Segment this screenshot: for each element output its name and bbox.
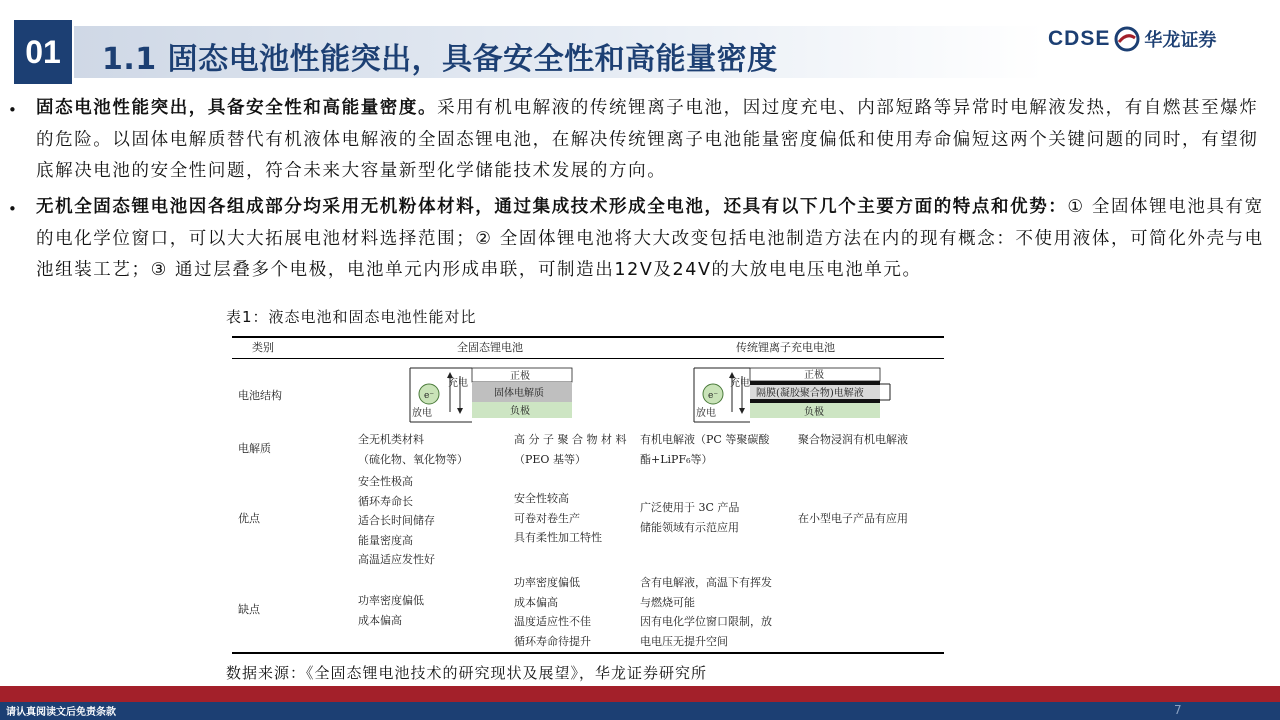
data-source: 数据来源：《全固态锂电池技术的研究现状及展望》，华龙证券研究所: [226, 664, 708, 682]
footer-disclaimer[interactable]: 请认真阅读文后免责条款: [6, 707, 116, 718]
comparison-table: [232, 336, 944, 654]
liquid-negative-label: 负极: [804, 407, 824, 418]
row-label-structure: 电池结构: [238, 389, 282, 402]
liquid-discharge-label: 放电: [696, 408, 716, 419]
advantages-solid-b: 安全性较高 可卷对卷生产 具有柔性加工特性: [514, 492, 602, 544]
table-caption: 表1：液态电池和固态电池性能对比: [226, 308, 477, 326]
solid-electrolyte-label: 固体电解质: [494, 388, 544, 399]
advantages-solid-a: 安全性极高 循环寿命长 适合长时间储存 能量密度高 高温适应发性好: [358, 475, 435, 566]
paragraph-2-text: ① 全固体锂电池具有宽的电化学位窗口，可以大大拓展电池材料选择范围；② 全固体锂电池将大大改变包括电池制造方法在内的现有概念：不使用液体，可简化外壳与电池组装工艺；③ 通过层叠多个电极，电池单元内形成串联，可制造出12V及24V的大放电电压电池单元。: [36, 197, 1264, 280]
row-label-disadvantages: 缺点: [238, 603, 260, 616]
liquid-charge-label: 充电: [730, 378, 750, 389]
bullet-dot: •: [8, 101, 17, 119]
electrolyte-solid-a: 全无机类材料 （硫化物、氧化物等）: [358, 433, 468, 466]
row-label-electrolyte: 电解质: [238, 442, 271, 455]
liquid-electron-label: e⁻: [708, 391, 719, 401]
paragraph-1-bold: 固态电池性能突出，具备安全性和高能量密度。: [36, 98, 438, 118]
dragon-logo-icon: [1114, 26, 1140, 52]
disadvantages-liquid-a: 含有电解液，高温下有挥发 与燃烧可能 因有电化学位窗口限制，放 电电压无提升空间: [640, 576, 772, 648]
solid-discharge-label: 放电: [412, 408, 432, 419]
electrolyte-liquid-a: 有机电解液（PC 等聚碳酸 酯+LiPF₆等）: [640, 433, 770, 466]
solid-electron-label: e⁻: [424, 391, 435, 401]
advantages-liquid-b: 在小型电子产品有应用: [798, 512, 908, 525]
table-bottom-rule: [232, 652, 944, 654]
paragraph-1: [36, 93, 1264, 188]
liquid-positive-label: 正极: [804, 370, 824, 381]
bullet-dot: •: [8, 200, 17, 218]
liquid-battery-diagram: [686, 364, 896, 426]
electrolyte-solid-b: 高 分 子 聚 合 物 材 料 （PEO 基等）: [514, 433, 627, 466]
paragraph-1-text: 采用有机电解液的传统锂离子电池，因过度充电、内部短路等异常时电解液发热，有自燃甚至爆炸的危险。以固体电解质替代有机液体电解液的全固态锂电池，在解决传统锂离子电池能量密度偏低和使用寿命偏短这两个关键问题的同时，有望彻底解决电池的安全性问题，符合未来大容量新型化学储能技术发展的方向。: [36, 98, 1259, 181]
section-number: 01: [14, 20, 72, 84]
paragraph-2: [36, 192, 1264, 287]
company-logo: [1048, 26, 1216, 52]
solid-charge-label: 充电: [448, 378, 468, 389]
page-number: 7: [1174, 703, 1182, 717]
disadvantages-solid-a: 功率密度偏低 成本偏高: [358, 594, 424, 627]
electrolyte-liquid-b: 聚合物浸润有机电解液: [798, 433, 908, 446]
header-category: 类别: [252, 341, 274, 354]
solid-negative-label: 负极: [510, 406, 530, 417]
paragraph-2-bold: 无机全固态锂电池因各组成部分均采用无机粉体材料，通过集成技术形成全电池，还具有以下几个主要方面的特点和优势：: [36, 197, 1068, 217]
footer-stripe: [0, 686, 1280, 702]
liquid-separator-label: 隔膜(凝胶聚合物)电解液: [756, 388, 864, 399]
table-top-rule: [232, 336, 944, 338]
page-title: 1.1 固态电池性能突出，具备安全性和高能量密度: [102, 42, 778, 77]
logo-cn-name: 华龙证券: [1144, 30, 1217, 51]
solid-battery-diagram: [402, 364, 582, 426]
solid-positive-label: 正极: [510, 371, 530, 382]
row-label-advantages: 优点: [238, 512, 260, 525]
disadvantages-solid-b: 功率密度偏低 成本偏高 温度适应性不佳 循环寿命待提升: [514, 576, 591, 648]
table-header-rule: [232, 358, 944, 359]
advantages-liquid-a: 广泛使用于 3C 产品 储能领域有示范应用: [640, 501, 740, 534]
footer-bar: [0, 702, 1280, 720]
header-liquid: 传统锂离子充电电池: [736, 341, 835, 354]
logo-brand: CDSE: [1048, 27, 1111, 50]
header-solid: 全固态锂电池: [457, 341, 523, 354]
